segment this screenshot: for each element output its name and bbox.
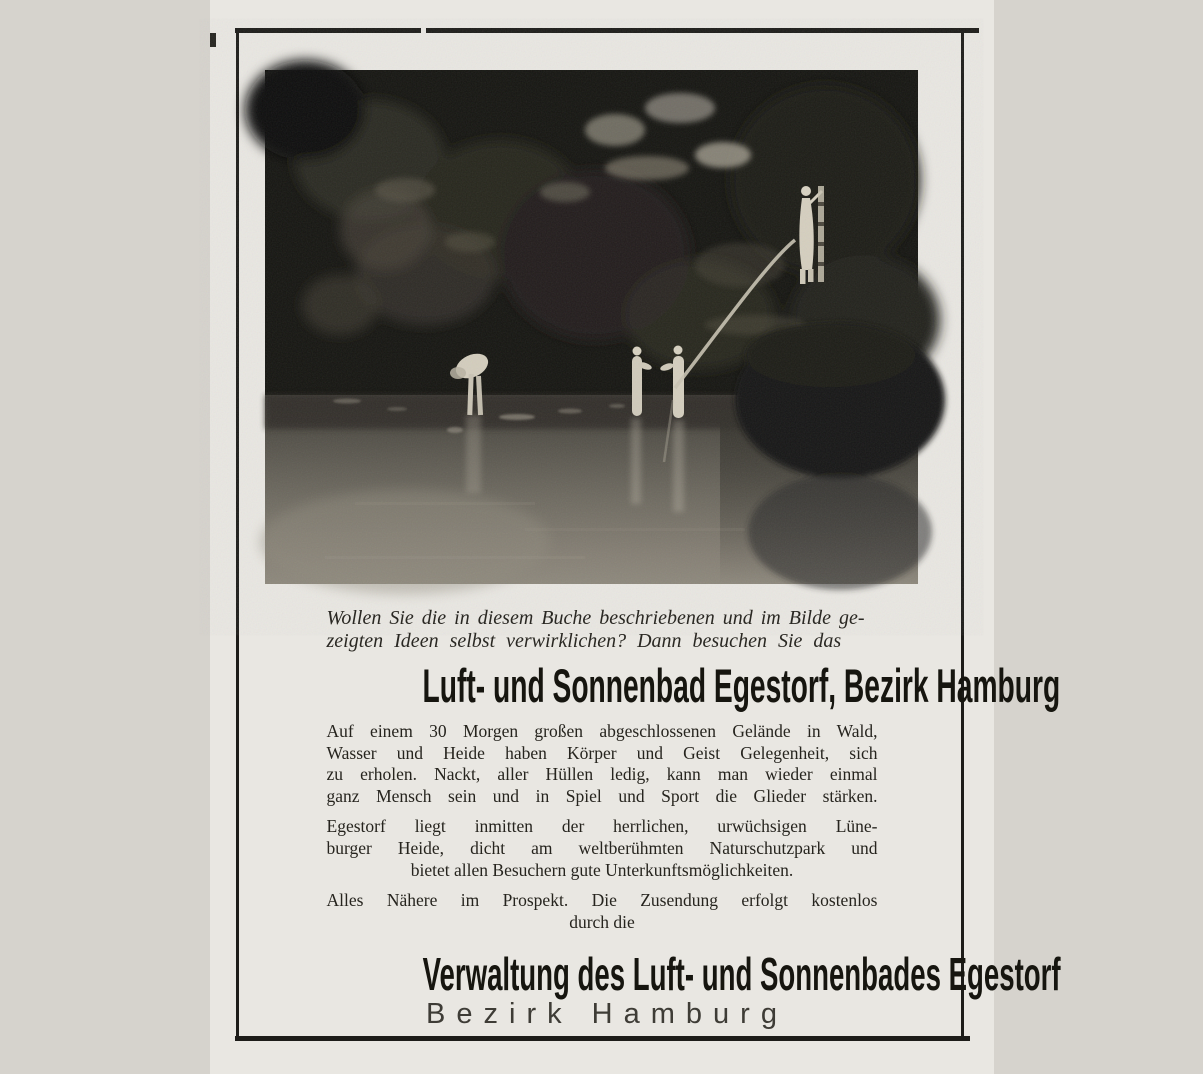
p1-line-2: Wasser und Heide haben Körper und Geist Gelegenheit, sich bbox=[326, 742, 878, 763]
frame-top-rule-break bbox=[421, 28, 426, 33]
frame-bottom-rule bbox=[235, 1036, 970, 1041]
paragraph-2 bbox=[327, 816, 878, 881]
paragraph-3 bbox=[327, 890, 878, 933]
main-headline-text: Luft- und Sonnenbad Egestorf, Bezirk Hamburg bbox=[422, 659, 1060, 712]
footer-subline: Bezirk Hamburg bbox=[426, 998, 788, 1030]
p2-line-3: bietet allen Besuchern gute Unterkunftsmöglichkeiten. bbox=[410, 859, 794, 880]
pond-bathers-photo-art bbox=[265, 70, 918, 584]
p3-line-2: durch die bbox=[569, 911, 635, 932]
p2-line-2: burger Heide, dicht am weltberühmten Naturschutzpark und bbox=[326, 837, 878, 858]
p3-line-1: Alles Nähere im Prospekt. Die Zusendung erfolgt kostenlos bbox=[326, 890, 878, 911]
footer-headline bbox=[210, 948, 1061, 1000]
paragraph-1 bbox=[327, 721, 878, 807]
p1-line-3: zu erholen. Nackt, aller Hüllen ledig, kann man wieder einmal bbox=[326, 764, 878, 785]
p1-line-4: ganz Mensch sein und in Spiel und Sport die Glieder stärken. bbox=[326, 785, 878, 806]
intro-line-2: zeigten Ideen selbst verwirklichen? Dann besuchen Sie das bbox=[326, 629, 842, 652]
frame-top-rule bbox=[235, 28, 979, 33]
advertisement-page bbox=[210, 0, 1061, 1074]
p2-line-1: Egestorf liegt inmitten der herrlichen, urwüchsigen Lüne- bbox=[326, 816, 878, 837]
frame-left-rule bbox=[236, 33, 239, 1036]
intro-text bbox=[327, 607, 883, 652]
body-copy bbox=[327, 721, 878, 933]
pond-bathers-photo bbox=[265, 70, 918, 584]
p1-line-1: Auf einem 30 Morgen großen abgeschlossenen Gelände in Wald, bbox=[326, 721, 878, 741]
intro-line-1: Wollen Sie die in diesem Buche beschriebenen und im Bilde ge- bbox=[326, 607, 865, 629]
frame-right-rule bbox=[961, 33, 964, 1036]
main-headline bbox=[210, 659, 1060, 712]
photo-grain-overlay bbox=[265, 70, 918, 584]
footer-headline-text: Verwaltung des Luft- und Sonnenbades Egestorf bbox=[422, 948, 1061, 1000]
scan-edge-artifact bbox=[210, 33, 216, 47]
